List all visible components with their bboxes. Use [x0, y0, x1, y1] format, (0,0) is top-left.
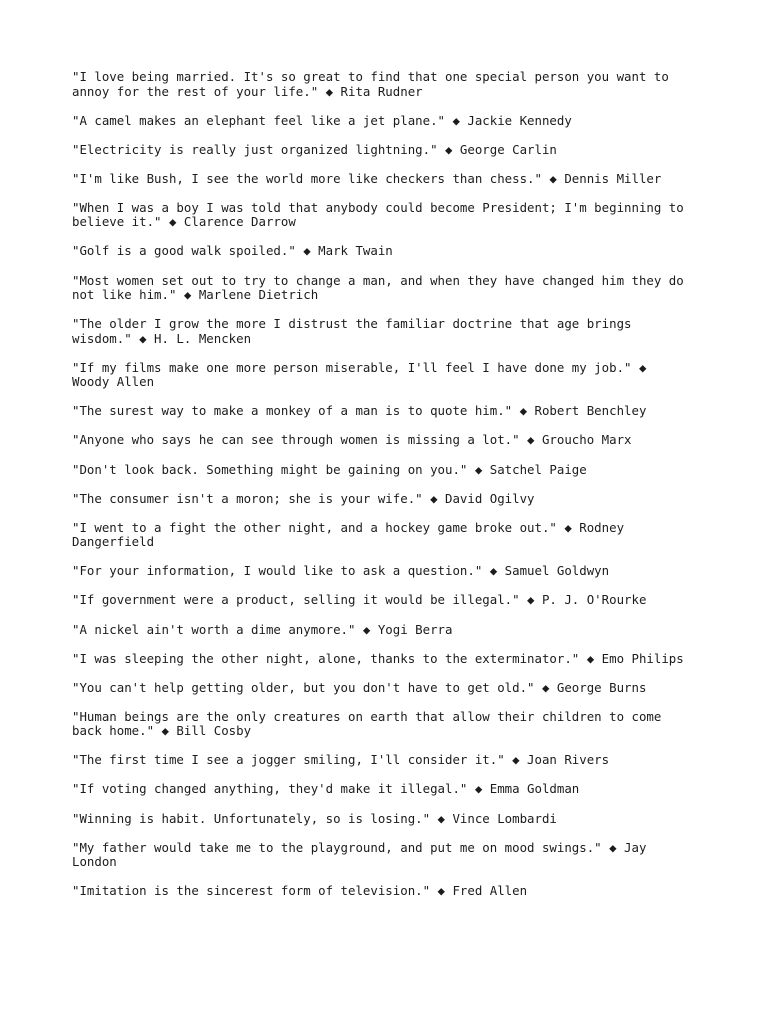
quote-2: "A camel makes an elephant feel like a jet plane." ◆ Jackie Kennedy — [72, 112, 572, 128]
quote-18: "I was sleeping the other night, alone, thanks to the exterminator." ◆ Emo Philips — [72, 650, 684, 666]
quote-21: "The first time I see a jogger smiling, I'll consider it." ◆ Joan Rivers — [72, 752, 610, 768]
quote-5: "When I was a boy I was told that anybody could become President; I'm beginning to believe it." ◆ Clarence Darrow — [72, 199, 684, 230]
quote-17: "A nickel ain't worth a dime anymore." ◆ Yogi Berra — [72, 621, 453, 637]
quote-22: "If voting changed anything, they'd make it illegal." ◆ Emma Goldman — [72, 781, 580, 797]
quote-list — [72, 70, 702, 913]
quote-8: "The older I grow the more I distrust the familiar doctrine that age brings wisdom." ◆ H. L. Mencken — [72, 316, 632, 346]
quote-3: "Electricity is really just organized lightning." ◆ George Carlin — [72, 141, 557, 157]
quote-7: "Most women set out to try to change a man, and when they have changed him they do not like him." ◆ Marlene Dietrich — [72, 272, 684, 303]
quote-10: "The surest way to make a monkey of a man is to quote him." ◆ Robert Benchley — [72, 403, 647, 419]
quote-15: "For your information, I would like to ask a question." ◆ Samuel Goldwyn — [72, 563, 610, 579]
quote-12: "Don't look back. Something might be gaining on you." ◆ Satchel Paige — [72, 461, 587, 477]
quote-1: "I love being married. It's so great to find that one special person you want to annoy for the rest of your life." ◆ Rita Rudner — [72, 69, 669, 99]
quote-9: "If my films make one more person miserable, I'll feel I have done my job." ◆ Woody Allen — [72, 359, 647, 390]
quote-24: "My father would take me to the playground, and put me on mood swings." ◆ Jay London — [72, 839, 647, 870]
quote-6: "Golf is a good walk spoiled." ◆ Mark Twain — [72, 243, 393, 259]
quote-11: "Anyone who says he can see through women is missing a lot." ◆ Groucho Marx — [72, 432, 632, 448]
quote-16: "If government were a product, selling it would be illegal." ◆ P. J. O'Rourke — [72, 592, 647, 608]
quote-13: "The consumer isn't a moron; she is your wife." ◆ David Ogilvy — [72, 490, 535, 506]
quote-19: "You can't help getting older, but you don't have to get old." ◆ George Burns — [72, 679, 647, 695]
quote-14: "I went to a fight the other night, and a hockey game broke out." ◆ Rodney Dangerfield — [72, 519, 625, 550]
quote-25: "Imitation is the sincerest form of television." ◆ Fred Allen — [72, 883, 528, 899]
quote-23: "Winning is habit. Unfortunately, so is losing." ◆ Vince Lombardi — [72, 810, 557, 826]
quote-4: "I'm like Bush, I see the world more like checkers than chess." ◆ Dennis Miller — [72, 170, 662, 186]
quote-20: "Human beings are the only creatures on earth that allow their children to come back home." ◆ Bill Cosby — [72, 708, 662, 739]
